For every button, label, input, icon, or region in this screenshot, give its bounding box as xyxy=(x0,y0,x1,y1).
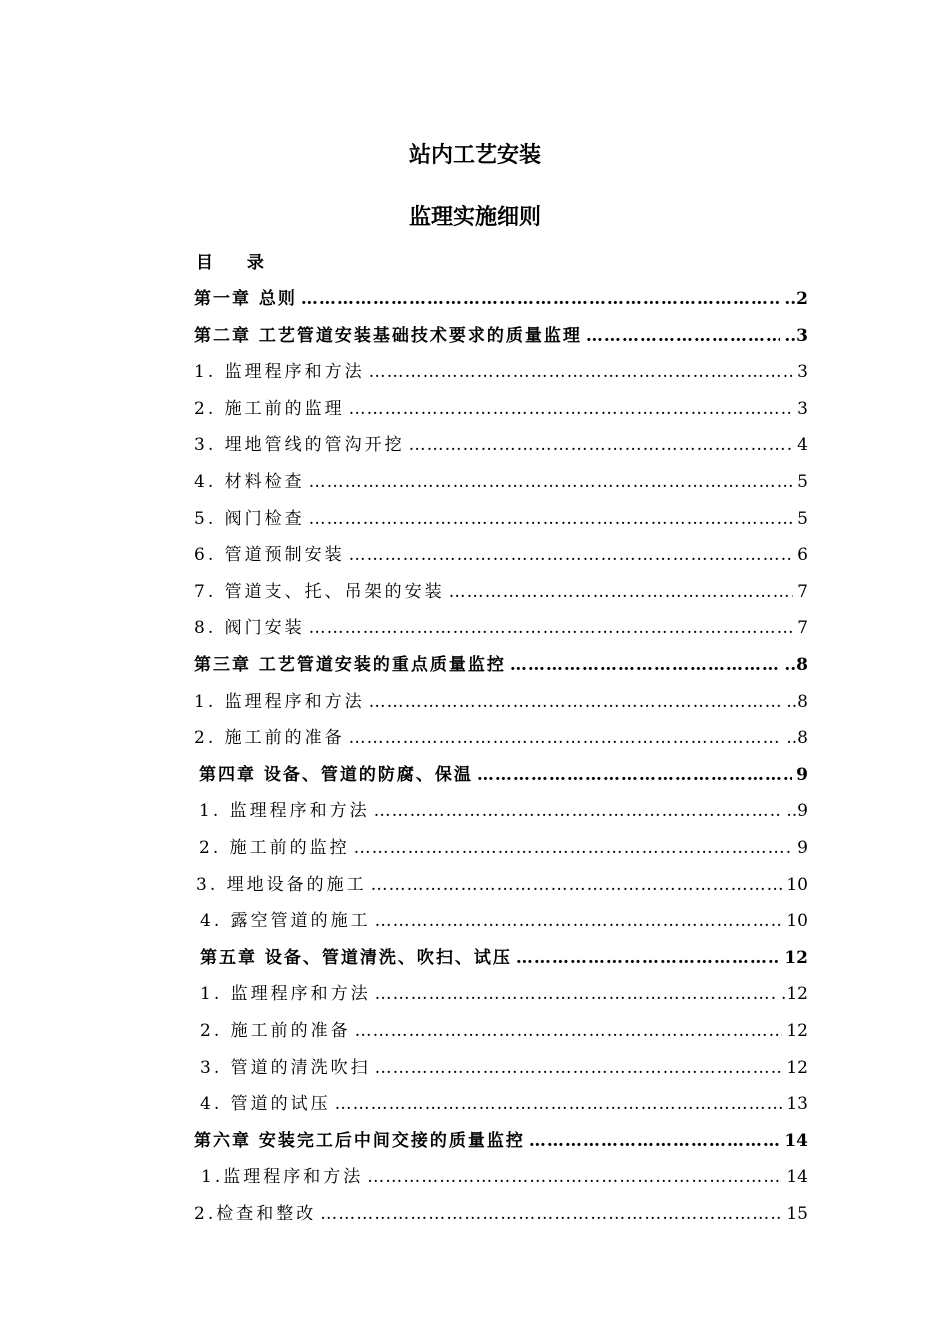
toc-item-row xyxy=(194,394,808,418)
toc-leader-dots xyxy=(449,582,794,602)
toc-entry-label: 1.监理程序和方法 xyxy=(201,1167,364,1188)
toc-page-number: 5 xyxy=(797,472,808,492)
toc-leader-dots xyxy=(374,801,783,821)
toc-item-row xyxy=(194,430,808,454)
toc-page-number: 9 xyxy=(797,838,808,858)
toc-entry-label: 2. 施工前的准备 xyxy=(194,728,345,749)
toc-entry-label: 第五章 设备、管道清洗、吹扫、试压 xyxy=(200,947,512,968)
toc-entry-label: 第二章 工艺管道安装基础技术要求的质量监理 xyxy=(194,325,582,346)
toc-item-row xyxy=(194,577,808,601)
toc-entry-label: 4. 材料检查 xyxy=(194,472,305,492)
toc-item-row xyxy=(201,1162,808,1186)
toc-page-number: 12 xyxy=(786,1057,808,1078)
toc-entry-label: 1. 监理程序和方法 xyxy=(200,984,371,1005)
toc-entry-label: 6. 管道预制安装 xyxy=(194,545,345,566)
toc-leader-dots xyxy=(349,728,783,748)
toc-item-row xyxy=(194,504,808,528)
toc-leader-dots xyxy=(301,289,780,309)
toc-chapter-row xyxy=(199,760,808,784)
toc-page-number: .12 xyxy=(780,984,808,1005)
toc-page-number: 12 xyxy=(784,947,808,968)
toc-page-number: ..9 xyxy=(786,801,808,822)
toc-leader-dots xyxy=(309,618,794,638)
toc-item-row xyxy=(200,906,808,930)
toc-page-number: ..8 xyxy=(784,655,808,675)
toc-page-number: 6 xyxy=(797,545,808,566)
toc-entry-label: 3. 埋地设备的施工 xyxy=(196,874,367,895)
toc-item-row xyxy=(196,870,808,894)
toc-entry-label: 第三章 工艺管道安装的重点质量监控 xyxy=(194,655,506,675)
toc-page-number: 14 xyxy=(786,1167,808,1188)
toc-page-number: 14 xyxy=(784,1130,808,1151)
toc-page-number: ..3 xyxy=(784,325,808,346)
toc-item-row xyxy=(194,1199,808,1223)
toc-item-row xyxy=(200,1053,808,1077)
toc-page-number: 12 xyxy=(786,1021,808,1041)
toc-leader-dots xyxy=(309,472,794,492)
toc-leader-dots xyxy=(369,362,794,382)
toc-entry-label: 7. 管道支、托、吊架的安装 xyxy=(194,581,445,602)
toc-leader-dots xyxy=(320,1204,782,1224)
toc-item-row xyxy=(200,979,808,1003)
toc-item-row xyxy=(194,723,808,747)
toc-page-number: 7 xyxy=(797,581,808,602)
toc-heading: 目 录 xyxy=(196,253,278,273)
toc-page-number: 3 xyxy=(797,398,808,419)
toc-entry-label: 3. 管道的清洗吹扫 xyxy=(200,1057,371,1078)
toc-page-number: 3 xyxy=(797,362,808,383)
toc-entry-label: 2. 施工前的监控 xyxy=(199,838,350,858)
toc-leader-dots xyxy=(354,838,794,858)
document-subtitle: 监理实施细则 xyxy=(408,204,541,230)
toc-chapter-row xyxy=(194,321,808,345)
toc-item-row xyxy=(200,1016,808,1040)
document-title: 站内工艺安装 xyxy=(408,142,541,168)
toc-entry-label: 5. 阀门检查 xyxy=(194,508,305,529)
toc-entry-label: 1. 监理程序和方法 xyxy=(194,362,365,383)
toc-leader-dots xyxy=(369,692,783,712)
toc-entry-label: 2. 施工前的准备 xyxy=(200,1021,351,1041)
toc-leader-dots xyxy=(371,875,783,895)
toc-page-number: 15 xyxy=(786,1204,808,1224)
toc-page-number: 5 xyxy=(797,508,808,529)
toc-leader-dots xyxy=(349,545,794,565)
toc-page-number: ..2 xyxy=(784,289,808,309)
toc-entry-label: 8. 阀门安装 xyxy=(194,618,305,639)
toc-chapter-row xyxy=(200,943,808,967)
toc-page-number: 13 xyxy=(786,1094,808,1115)
toc-chapter-row xyxy=(194,284,808,308)
toc-leader-dots xyxy=(516,948,780,968)
toc-entry-label: 第一章 总则 xyxy=(194,289,297,309)
toc-item-row xyxy=(200,1089,808,1113)
toc-entry-label: 4. 露空管道的施工 xyxy=(200,911,371,932)
toc-leader-dots xyxy=(529,1131,780,1151)
toc-leader-dots xyxy=(375,984,777,1004)
toc-leader-dots xyxy=(409,435,794,455)
toc-page-number: ..8 xyxy=(786,691,808,712)
toc-chapter-row xyxy=(194,650,808,674)
toc-leader-dots xyxy=(375,1058,783,1078)
toc-item-row xyxy=(194,540,808,564)
toc-leader-dots xyxy=(375,911,783,931)
toc-item-row xyxy=(194,687,808,711)
toc-entry-label: 4. 管道的试压 xyxy=(200,1094,331,1115)
toc-page-number: 4 xyxy=(797,435,808,456)
toc-entry-label: 2. 施工前的监理 xyxy=(194,398,345,419)
toc-leader-dots xyxy=(477,765,792,785)
toc-item-row xyxy=(199,833,808,857)
toc-page-number: 10 xyxy=(786,911,808,932)
toc-leader-dots xyxy=(349,399,794,419)
toc-page-number: 7 xyxy=(797,618,808,639)
toc-chapter-row xyxy=(194,1126,808,1150)
toc-entry-label: 第六章 安装完工后中间交接的质量监控 xyxy=(194,1130,525,1151)
toc-item-row xyxy=(199,796,808,820)
toc-page-number: ..8 xyxy=(786,728,808,749)
toc-page-number: 10 xyxy=(786,874,808,895)
toc-page-number: 9 xyxy=(796,764,808,785)
toc-item-row xyxy=(194,613,808,637)
toc-leader-dots xyxy=(309,509,794,529)
toc-entry-label: 第四章 设备、管道的防腐、保温 xyxy=(199,764,473,785)
toc-item-row xyxy=(194,467,808,491)
toc-leader-dots xyxy=(510,655,780,675)
toc-entry-label: 1. 监理程序和方法 xyxy=(199,801,370,822)
toc-item-row xyxy=(194,357,808,381)
toc-entry-label: 3. 埋地管线的管沟开挖 xyxy=(194,435,405,456)
toc-leader-dots xyxy=(586,326,780,346)
toc-leader-dots xyxy=(355,1021,783,1041)
toc-leader-dots xyxy=(367,1167,782,1187)
toc-entry-label: 2.检查和整改 xyxy=(194,1204,317,1224)
toc-entry-label: 1. 监理程序和方法 xyxy=(194,691,365,712)
toc-leader-dots xyxy=(335,1094,783,1114)
